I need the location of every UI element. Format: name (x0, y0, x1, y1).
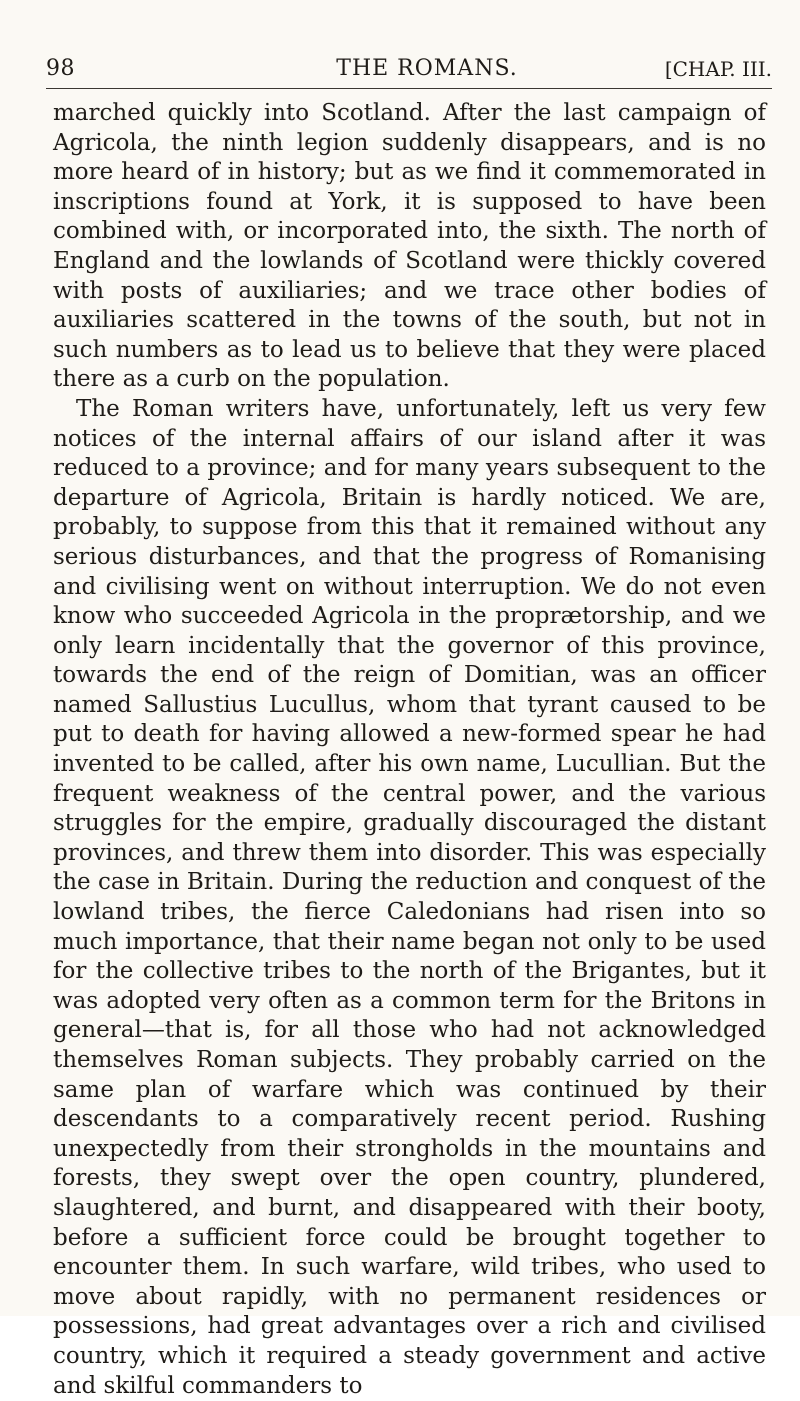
chapter-reference: [CHAP. III. (664, 57, 772, 81)
body-text (53, 99, 766, 1401)
page-number: 98 (46, 56, 75, 81)
running-title: THE ROMANS. (336, 56, 518, 81)
paragraph-roman-writers: The Roman writers have, unfortunately, left us very few notices of the internal affairs of our island after it was reduced to a province; and for many years subsequent to the departure of Agricola, Britain is hardly noticed. We are, probably, to suppose from this that it remained without any serious disturbances, and that the progress of Romanising and civilising went on without interruption. We do not even know who succeeded Agricola in the proprætorship, and we only learn incidentally that the governor of this province, towards the end of the reign of Domitian, was an officer named Sallustius Lucullus, whom that tyrant caused to be put to death for having allowed a new-formed spear he had invented to be called, after his own name, Lucullian. But the frequent weakness of the central power, and the various struggles for the empire, gradually discouraged the distant provinces, and threw them into disorder. This was especially the case in Britain. During the reduction and conquest of the lowland tribes, the fierce Caledonians had risen into so much importance, that their name began not only to be used for the collective tribes to the north of the Brigantes, but it was adopted very often as a common term for the Britons in general—that is, for all those who had not acknowledged themselves Roman subjects. They probably carried on the same plan of warfare which was continued by their descendants to a comparatively recent period. Rushing unexpectedly from their strongholds in the mountains and forests, they swept over the open country, plundered, slaughtered, and burnt, and disappeared with their booty, before a sufficient force could be brought together to encounter them. In such warfare, wild tribes, who used to move about rapidly, with no permanent residences or possessions, had great advantages over a rich and civilised country, which it required a steady government and active and skilful commanders to (53, 395, 766, 1399)
paragraph-continuation: marched quickly into Scotland. After the last campaign of Agricola, the ninth legion suddenly disappears, and is no more heard of in history; but as we find it commemorated in inscriptions found at York, it is supposed to have been combined with, or incorporated into, the sixth. The north of England and the lowlands of Scotland were thickly covered with posts of auxiliaries; and we trace other bodies of auxiliaries scattered in the towns of the south, but not in such numbers as to lead us to believe that they were placed there as a curb on the population. (53, 100, 766, 393)
page-header (46, 58, 772, 80)
header-rule (46, 88, 772, 89)
